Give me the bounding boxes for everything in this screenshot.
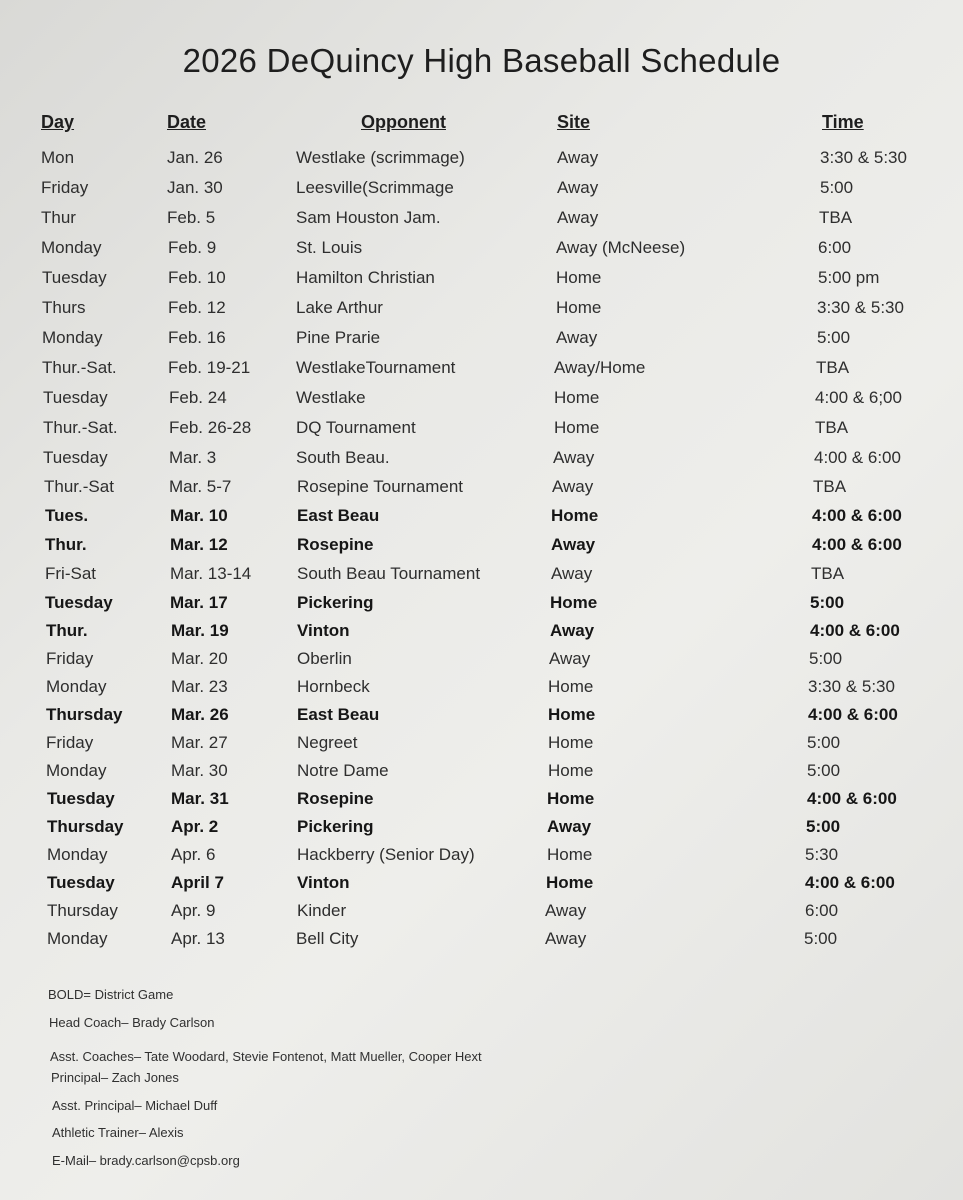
table-row	[0, 564, 963, 590]
opponent-cell: Hornbeck	[297, 677, 370, 696]
time-cell: 5:00	[806, 817, 841, 836]
table-row	[0, 677, 963, 703]
day-cell: Monday	[46, 677, 107, 696]
day-cell: Monday	[42, 328, 103, 347]
date-cell: Apr. 2	[171, 817, 219, 836]
date-cell: Mar. 27	[171, 733, 228, 752]
table-row	[0, 358, 963, 384]
time-cell: 3:30 & 5:30	[817, 298, 904, 317]
table-row	[0, 268, 963, 294]
table-row	[0, 649, 963, 675]
site-cell: Away	[545, 901, 587, 920]
time-cell: 5:00	[807, 761, 841, 780]
date-cell: Feb. 12	[168, 298, 226, 317]
table-row	[0, 789, 963, 815]
time-cell: 3:30 & 5:30	[820, 148, 907, 167]
site-cell: Away	[557, 208, 599, 227]
date-cell: Mar. 17	[170, 593, 228, 612]
day-cell: Tues.	[45, 506, 89, 525]
table-row	[0, 506, 963, 532]
date-cell: Feb. 19-21	[168, 358, 251, 377]
date-cell: Mar. 31	[171, 789, 229, 808]
time-cell: 4:00 & 6:00	[810, 621, 900, 640]
time-cell: 6:00	[818, 238, 852, 257]
day-cell: Monday	[47, 929, 108, 948]
site-cell: Home	[550, 593, 598, 612]
site-cell: Away (McNeese)	[556, 238, 686, 257]
date-cell: Jan. 26	[167, 148, 223, 167]
footer-line: Head Coach– Brady Carlson	[49, 1015, 215, 1030]
time-cell: TBA	[816, 358, 850, 377]
opponent-cell: Oberlin	[297, 649, 352, 668]
time-cell: 5:30	[805, 845, 839, 864]
site-cell: Away	[549, 649, 591, 668]
table-row	[0, 873, 963, 899]
day-cell: Tuesday	[42, 268, 107, 287]
time-cell: 4:00 & 6:00	[812, 535, 902, 554]
time-cell: 5:00	[820, 178, 854, 197]
time-cell: 5:00 pm	[818, 268, 880, 287]
date-cell: Jan. 30	[167, 178, 223, 197]
time-cell: 6:00	[805, 901, 839, 920]
day-cell: Tuesday	[43, 448, 108, 467]
site-cell: Away	[552, 477, 594, 496]
day-cell: Tuesday	[47, 789, 115, 808]
opponent-cell: Westlake (scrimmage)	[296, 148, 465, 167]
opponent-cell: Bell City	[296, 929, 359, 948]
opponent-cell: Hamilton Christian	[296, 268, 435, 287]
time-cell: TBA	[815, 418, 849, 437]
date-cell: Mar. 23	[171, 677, 228, 696]
table-row	[0, 208, 963, 234]
day-cell: Thur.-Sat.	[42, 358, 117, 377]
opponent-cell: Notre Dame	[297, 761, 389, 780]
day-cell: Thursday	[47, 817, 124, 836]
date-cell: April 7	[171, 873, 224, 892]
time-cell: 5:00	[817, 328, 851, 347]
opponent-cell: Leesville(Scrimmage	[296, 178, 454, 197]
site-cell: Home	[548, 705, 596, 724]
header-time: Time	[822, 112, 864, 132]
day-cell: Friday	[46, 733, 94, 752]
site-cell: Away/Home	[554, 358, 646, 377]
time-cell: 5:00	[809, 649, 843, 668]
date-cell: Feb. 10	[168, 268, 226, 287]
day-cell: Tuesday	[43, 388, 108, 407]
date-cell: Apr. 9	[171, 901, 216, 920]
day-cell: Friday	[46, 649, 94, 668]
table-row	[0, 535, 963, 561]
site-cell: Home	[547, 845, 593, 864]
table-row	[0, 761, 963, 787]
opponent-cell: Pickering	[297, 817, 374, 836]
time-cell: 4:00 & 6:00	[812, 506, 902, 525]
table-row	[0, 178, 963, 204]
opponent-cell: South Beau.	[296, 448, 390, 467]
date-cell: Mar. 3	[169, 448, 217, 467]
time-cell: TBA	[813, 477, 847, 496]
site-cell: Away	[551, 564, 593, 583]
day-cell: Thur.	[45, 535, 87, 554]
table-row	[0, 148, 963, 174]
opponent-cell: East Beau	[297, 506, 380, 525]
opponent-cell: Pickering	[297, 593, 374, 612]
date-cell: Feb. 26-28	[169, 418, 252, 437]
table-row	[0, 621, 963, 647]
opponent-cell: St. Louis	[296, 238, 363, 257]
site-cell: Home	[554, 418, 600, 437]
time-cell: TBA	[811, 564, 845, 583]
footer-line: E-Mail– brady.carlson@cpsb.org	[52, 1153, 240, 1168]
table-row	[0, 477, 963, 503]
opponent-cell: South Beau Tournament	[297, 564, 481, 583]
site-cell: Away	[547, 817, 592, 836]
day-cell: Monday	[46, 761, 107, 780]
opponent-cell: East Beau	[297, 705, 380, 724]
table-row	[0, 929, 963, 955]
footer-line: BOLD= District Game	[48, 987, 174, 1002]
header-site: Site	[557, 112, 591, 132]
time-cell: 5:00	[810, 593, 845, 612]
table-row	[0, 817, 963, 843]
table-row	[0, 901, 963, 927]
table-row	[0, 705, 963, 731]
time-cell: 5:00	[807, 733, 841, 752]
opponent-cell: Vinton	[297, 621, 350, 640]
date-cell: Mar. 5-7	[169, 477, 232, 496]
date-cell: Mar. 26	[171, 705, 229, 724]
table-row	[0, 845, 963, 871]
date-cell: Mar. 19	[171, 621, 229, 640]
day-cell: Thursday	[46, 705, 123, 724]
footer-line: Principal– Zach Jones	[51, 1070, 179, 1085]
site-cell: Home	[554, 388, 600, 407]
time-cell: 5:00	[804, 929, 838, 948]
site-cell: Home	[547, 789, 595, 808]
day-cell: Monday	[41, 238, 102, 257]
date-cell: Apr. 6	[171, 845, 216, 864]
table-row	[0, 388, 963, 414]
date-cell: Feb. 24	[169, 388, 227, 407]
day-cell: Thur	[41, 208, 76, 227]
day-cell: Thur.-Sat.	[43, 418, 118, 437]
site-cell: Home	[556, 268, 602, 287]
opponent-cell: Pine Prarie	[296, 328, 381, 347]
table-row	[0, 298, 963, 324]
table-row	[0, 328, 963, 354]
opponent-cell: Kinder	[297, 901, 347, 920]
table-row	[0, 238, 963, 264]
table-row	[0, 418, 963, 444]
header-opponent: Opponent	[361, 112, 446, 132]
date-cell: Mar. 13-14	[170, 564, 252, 583]
day-cell: Friday	[41, 178, 89, 197]
date-cell: Feb. 16	[168, 328, 226, 347]
site-cell: Away	[550, 621, 595, 640]
footer-line: Athletic Trainer– Alexis	[52, 1125, 184, 1140]
time-cell: 4:00 & 6;00	[815, 388, 902, 407]
opponent-cell: Lake Arthur	[296, 298, 383, 317]
date-cell: Feb. 9	[168, 238, 217, 257]
site-cell: Home	[556, 298, 602, 317]
day-cell: Thur.-Sat	[44, 477, 114, 496]
day-cell: Thursday	[47, 901, 118, 920]
site-cell: Away	[551, 535, 596, 554]
day-cell: Tuesday	[47, 873, 115, 892]
opponent-cell: Vinton	[297, 873, 350, 892]
time-cell: 4:00 & 6:00	[808, 705, 898, 724]
time-cell: TBA	[819, 208, 853, 227]
opponent-cell: Sam Houston Jam.	[296, 208, 441, 227]
table-row	[0, 733, 963, 759]
day-cell: Tuesday	[45, 593, 113, 612]
date-cell: Mar. 20	[171, 649, 228, 668]
footer-line: Asst. Principal– Michael Duff	[52, 1098, 218, 1113]
opponent-cell: Negreet	[297, 733, 358, 752]
site-cell: Away	[557, 178, 599, 197]
opponent-cell: Rosepine Tournament	[297, 477, 464, 496]
site-cell: Away	[553, 448, 595, 467]
header-day: Day	[41, 112, 75, 132]
day-cell: Fri-Sat	[45, 564, 96, 583]
site-cell: Away	[557, 148, 599, 167]
header-date: Date	[167, 112, 207, 132]
table-row	[0, 593, 963, 619]
site-cell: Home	[548, 677, 594, 696]
opponent-cell: Westlake	[296, 388, 366, 407]
time-cell: 4:00 & 6:00	[814, 448, 901, 467]
footer-line: Asst. Coaches– Tate Woodard, Stevie Fontenot, Matt Mueller, Cooper Hext	[50, 1049, 482, 1064]
opponent-cell: Hackberry (Senior Day)	[297, 845, 475, 864]
site-cell: Home	[546, 873, 594, 892]
opponent-cell: WestlakeTournament	[296, 358, 456, 377]
site-cell: Home	[548, 733, 594, 752]
date-cell: Mar. 12	[170, 535, 228, 554]
day-cell: Thurs	[42, 298, 86, 317]
day-cell: Mon	[41, 148, 75, 167]
table-row	[0, 448, 963, 474]
site-cell: Home	[551, 506, 599, 525]
opponent-cell: Rosepine	[297, 535, 374, 554]
time-cell: 3:30 & 5:30	[808, 677, 895, 696]
opponent-cell: DQ Tournament	[296, 418, 416, 437]
date-cell: Feb. 5	[167, 208, 216, 227]
date-cell: Apr. 13	[171, 929, 225, 948]
time-cell: 4:00 & 6:00	[807, 789, 897, 808]
date-cell: Mar. 30	[171, 761, 228, 780]
site-cell: Away	[545, 929, 587, 948]
opponent-cell: Rosepine	[297, 789, 374, 808]
site-cell: Away	[556, 328, 598, 347]
day-cell: Thur.	[46, 621, 88, 640]
site-cell: Home	[548, 761, 594, 780]
time-cell: 4:00 & 6:00	[805, 873, 895, 892]
date-cell: Mar. 10	[170, 506, 228, 525]
page-title: 2026 DeQuincy High Baseball Schedule	[182, 42, 781, 79]
day-cell: Monday	[47, 845, 108, 864]
